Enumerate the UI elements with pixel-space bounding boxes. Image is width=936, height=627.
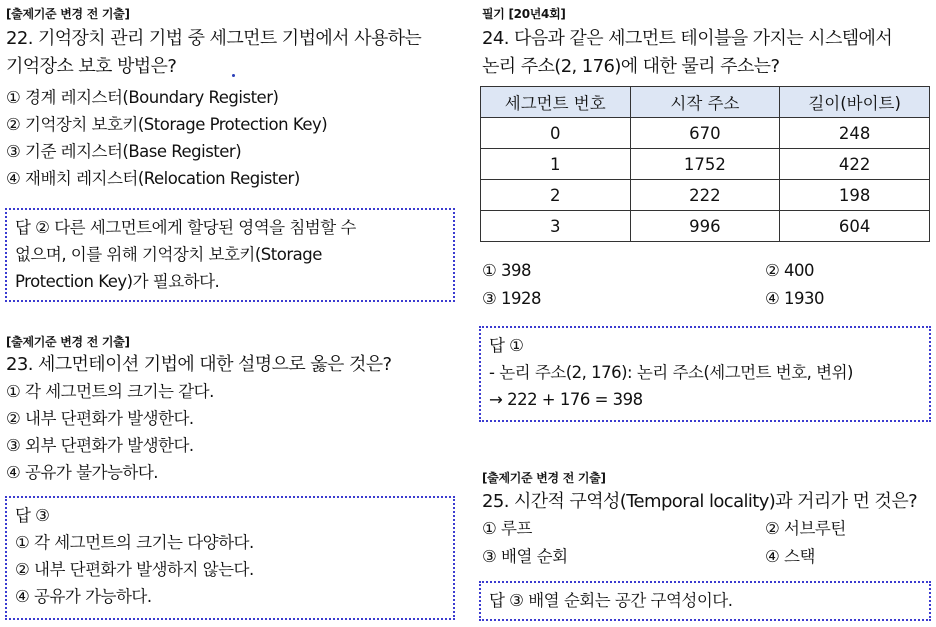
q24-tag: 필기 [20년4회] [482, 7, 566, 21]
q23-tag: [출제기준 변경 전 기출] [6, 335, 130, 349]
q22-option-4: ④ 재배치 레지스터(Relocation Register) [6, 169, 300, 188]
q25-answer-line: 답 ③ 배열 순회는 공간 구역성이다. [489, 591, 733, 610]
table-cell: 222 [630, 180, 780, 211]
table-row [481, 149, 930, 180]
table-cell: 3 [481, 211, 631, 242]
q24-option-3: ③ 1928 [482, 289, 542, 308]
q24-answer-line: - 논리 주소(2, 176): 논리 주소(세그먼트 번호, 변위) [489, 363, 853, 382]
table-cell: 248 [780, 118, 930, 149]
table-row [481, 118, 930, 149]
table-cell: 1752 [630, 149, 780, 180]
segment-table [480, 86, 930, 242]
table-cell: 1 [481, 149, 631, 180]
q22-answer-box [5, 208, 455, 302]
q24-option-2: ② 400 [765, 261, 815, 280]
q25-option-3: ③ 배열 순회 [482, 547, 568, 566]
q24-question-line1: 24. 다음과 같은 세그먼트 테이블을 가지는 시스템에서 [482, 28, 893, 49]
table-header-cell: 세그먼트 번호 [481, 87, 631, 118]
q23-answer-line: ① 각 세그먼트의 크기는 다양하다. [15, 533, 254, 552]
table-header-cell: 시작 주소 [630, 87, 780, 118]
table-cell: 0 [481, 118, 631, 149]
table-cell: 604 [780, 211, 930, 242]
q24-answer-line: 답 ① [489, 336, 524, 355]
q23-option-1: ① 각 세그먼트의 크기는 같다. [6, 382, 214, 401]
q22-option-2: ② 기억장치 보호키(Storage Protection Key) [6, 115, 328, 134]
table-cell: 422 [780, 149, 930, 180]
q25-tag: [출제기준 변경 전 기출] [482, 471, 606, 485]
q22-question-line2: 기억장소 보호 방법은? [6, 56, 177, 77]
q24-question-line2: 논리 주소(2, 176)에 대한 물리 주소는? [482, 56, 780, 77]
q25-question: 25. 시간적 구역성(Temporal locality)과 거리가 먼 것은? [482, 491, 918, 512]
table-cell: 198 [780, 180, 930, 211]
q23-answer-line: ④ 공유가 가능하다. [15, 587, 152, 606]
table-row [481, 211, 930, 242]
q23-answer-line: ② 내부 단편화가 발생하지 않는다. [15, 560, 254, 579]
table-row [481, 180, 930, 211]
table-header-row [481, 87, 930, 118]
q25-option-1: ① 루프 [482, 519, 532, 538]
q25-option-2: ② 서브루틴 [765, 519, 846, 538]
q23-option-4: ④ 공유가 불가능하다. [6, 463, 159, 482]
q22-answer-line: 없으며, 이를 위해 기억장치 보호키(Storage [15, 245, 322, 264]
q22-answer-line: 답 ② 다른 세그먼트에게 할당된 영역을 침범할 수 [15, 218, 356, 237]
q22-tag: [출제기준 변경 전 기출] [6, 7, 130, 21]
stray-dot [232, 74, 235, 77]
q24-option-1: ① 398 [482, 261, 532, 280]
q22-option-3: ③ 기준 레지스터(Base Register) [6, 142, 242, 161]
q23-answer-line: 답 ③ [15, 506, 50, 525]
q25-option-4: ④ 스택 [765, 547, 815, 566]
q25-answer-box [479, 581, 931, 621]
q22-answer-line: Protection Key)가 필요하다. [15, 272, 220, 291]
table-cell: 996 [630, 211, 780, 242]
table-cell: 670 [630, 118, 780, 149]
q24-answer-line: → 222 + 176 = 398 [489, 390, 643, 409]
table-header-cell: 길이(바이트) [780, 87, 930, 118]
q23-option-3: ③ 외부 단편화가 발생한다. [6, 436, 194, 455]
q23-answer-box [5, 496, 455, 620]
q24-option-4: ④ 1930 [765, 289, 825, 308]
q24-answer-box [479, 326, 931, 422]
q23-option-2: ② 내부 단편화가 발생한다. [6, 409, 194, 428]
q22-question-line1: 22. 기억장치 관리 기법 중 세그먼트 기법에서 사용하는 [6, 28, 422, 49]
q22-option-1: ① 경계 레지스터(Boundary Register) [6, 88, 279, 107]
table-cell: 2 [481, 180, 631, 211]
q23-question: 23. 세그먼테이션 기법에 대한 설명으로 옳은 것은? [6, 354, 392, 375]
